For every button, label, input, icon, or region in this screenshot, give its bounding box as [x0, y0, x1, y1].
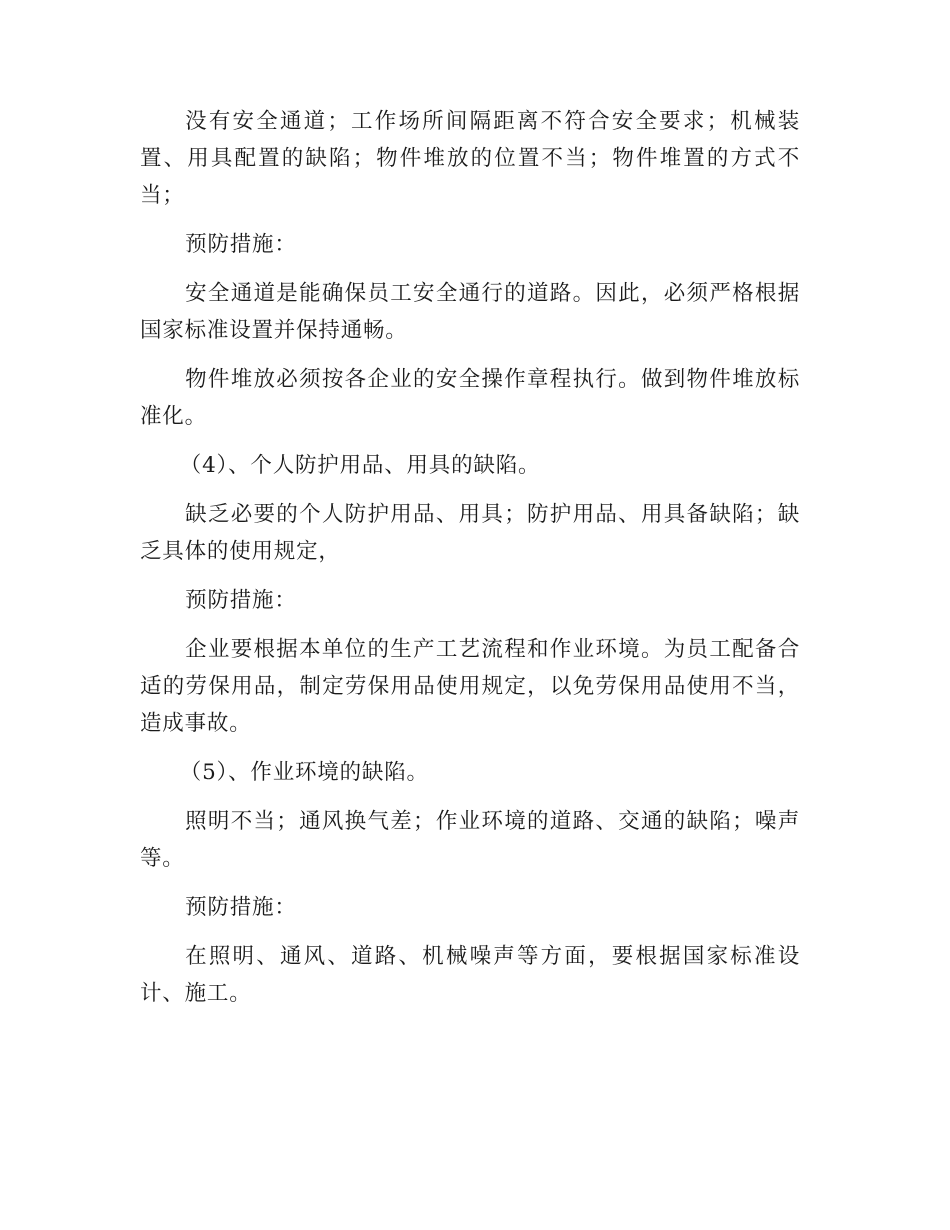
paragraph-ppe-defects: 缺乏必要的个人防护用品、用具；防护用品、用具备缺陷；缺乏具体的使用规定， [140, 502, 800, 564]
paragraph-prevention-label: 预防措施： [185, 232, 297, 257]
paragraph-prevention-label: 预防措施： [185, 895, 297, 920]
section-heading-environment: （5）、作业环境的缺陷。 [179, 760, 429, 785]
paragraph-prevention-label: 预防措施： [185, 588, 297, 613]
paragraph-ppe-measure: 企业要根据本单位的生产工艺流程和作业环境。为员工配备合适的劳保用品，制定劳保用品使用规定，以免劳保用品使用不当，造成事故。 [140, 637, 800, 736]
paragraph-stacking-measure: 物件堆放必须按各企业的安全操作章程执行。做到物件堆放标准化。 [140, 367, 800, 429]
paragraph-environment-measure: 在照明、通风、道路、机械噪声等方面，要根据国家标准设计、施工。 [140, 944, 800, 1006]
document-page [140, 103, 800, 1024]
paragraph-hazards-passage: 没有安全通道；工作场所间隔距离不符合安全要求；机械装置、用具配置的缺陷；物件堆放的位置不当；物件堆置的方式不当； [140, 109, 800, 208]
paragraph-environment-defects: 照明不当；通风换气差；作业环境的道路、交通的缺陷；噪声等。 [140, 809, 800, 871]
section-heading-ppe: （4）、个人防护用品、用具的缺陷。 [179, 453, 541, 478]
paragraph-safety-passage-measure: 安全通道是能确保员工安全通行的道路。因此，必须严格根据国家标准设置并保持通畅。 [140, 281, 800, 343]
